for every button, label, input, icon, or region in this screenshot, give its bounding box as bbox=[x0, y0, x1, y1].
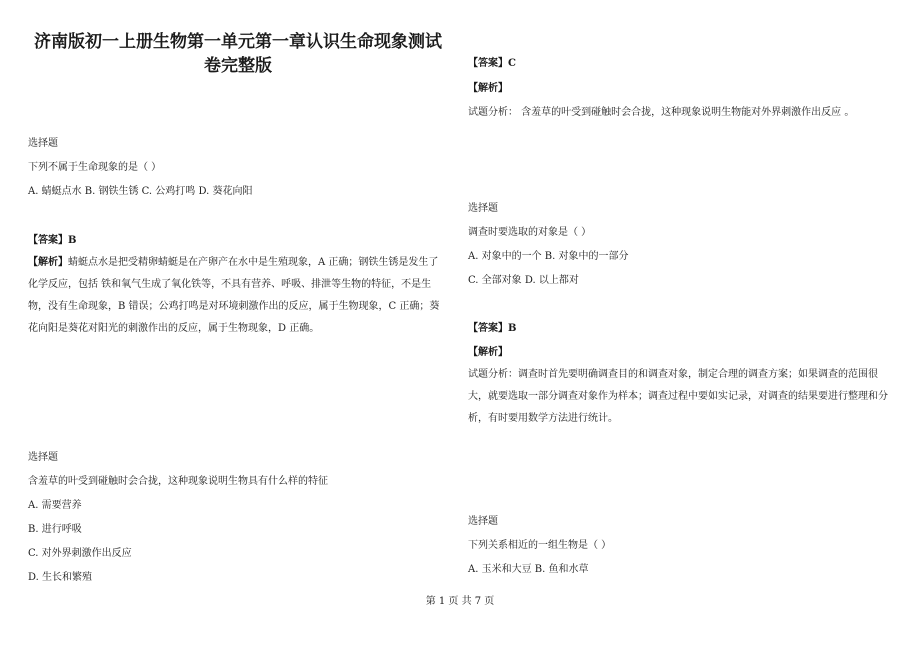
q1-options: A. 蜻蜓点水 B. 钢铁生锈 C. 公鸡打鸣 D. 葵花向阳 bbox=[28, 186, 253, 197]
q3-type: 选择题 bbox=[468, 203, 498, 214]
q3-answer: 【答案】B bbox=[468, 323, 517, 334]
q3-analysis-text: 试题分析：调查时首先要明确调查目的和调查对象，制定合理的调查方案；如果调查的范围很大，就要选取一部分调查对象作为样本；调查过程中要如实记录，对调查的结果要进行整理和分析，有时要用数学方法进行统计。 bbox=[468, 369, 888, 424]
q2-analysis-label: 【解析】 bbox=[468, 83, 508, 94]
q2-type: 选择题 bbox=[28, 452, 58, 463]
q3-options-line2: C. 全部对象 D. 以上都对 bbox=[468, 275, 579, 286]
q1-type: 选择题 bbox=[28, 138, 58, 149]
q2-answer: 【答案】C bbox=[468, 58, 516, 69]
page-footer: 第 1 页 共 7 页 bbox=[425, 596, 495, 607]
q1-question: 下列不属于生命现象的是（ ） bbox=[28, 162, 162, 173]
document-title: 济南版初一上册生物第一单元第一章认识生命现象测试卷完整版 bbox=[34, 32, 442, 76]
q1-answer: 【答案】B bbox=[28, 235, 77, 246]
q2-option-d: D. 生长和繁殖 bbox=[28, 572, 93, 583]
q1-analysis-text: 蜻蜓点水是把受精卵蜻蜓是在产卵产在水中是生殖现象，A 正确；钢铁生锈是发生了化学反应，包括 铁和氧气生成了氧化铁等，不具有营养、呼吸、排泄等生物的特征，不是生物，没有生命现象，B 错误；公鸡打鸣是对环境刺激作出的反应，属于生物现象，C 正确；葵花向阳是葵花对阳光的刺激作出的反应，属于生物现象，D 正确。 bbox=[28, 257, 440, 334]
q4-question: 下列关系相近的一组生物是（ ） bbox=[468, 540, 612, 551]
q1-analysis-label: 【解析】 bbox=[28, 257, 68, 268]
q2-option-c: C. 对外界刺激作出反应 bbox=[28, 548, 132, 559]
q1-analysis bbox=[28, 252, 448, 340]
q2-option-b: B. 进行呼吸 bbox=[28, 524, 82, 535]
q2-option-a: A. 需要营养 bbox=[28, 500, 82, 511]
q3-question: 调查时要选取的对象是（ ） bbox=[468, 227, 592, 238]
q2-analysis-text: 试题分析： 含羞草的叶受到碰触时会合拢，这种现象说明生物能对外界刺激作出反应 。 bbox=[468, 107, 855, 118]
q3-options-line1: A. 对象中的一个 B. 对象中的一部分 bbox=[468, 251, 629, 262]
q3-analysis-label: 【解析】 bbox=[468, 347, 508, 358]
q2-question: 含羞草的叶受到碰触时会合拢，这种现象说明生物具有什么样的特征 bbox=[28, 476, 328, 487]
q4-options: A. 玉米和大豆 B. 鱼和水草 bbox=[468, 564, 589, 575]
q4-type: 选择题 bbox=[468, 516, 498, 527]
